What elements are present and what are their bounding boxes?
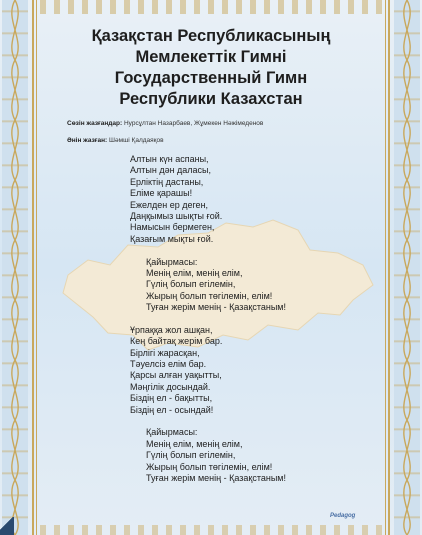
lyric-line: Жырың болып төгілемін, елім!: [146, 290, 273, 301]
chorus-1: [130, 257, 370, 314]
lyric-line: Туған жерім менің - Қазақстаным!: [146, 472, 286, 483]
left-gold-line: [32, 0, 34, 535]
lyric-line: Алтын дән даласы,: [130, 165, 212, 176]
right-gold-line: [388, 0, 390, 535]
music-credit-author: Шәмші Қалдаяқов: [109, 137, 164, 144]
lyric-line: Гүлің болып егілемін,: [146, 450, 236, 461]
lyric-line: Туған жерім менің - Қазақстаным!: [146, 302, 286, 313]
title-line-4: Республики Казахстан: [119, 90, 303, 108]
top-ornament-band: [40, 0, 382, 14]
music-credit-label: Әнін жазған:: [67, 137, 108, 144]
anthem-lyrics: [130, 154, 370, 484]
lyric-line: Ежелден ер деген,: [130, 199, 209, 210]
lyric-line: Ерліктің дастаны,: [130, 176, 204, 187]
words-credit-authors: Нурсұлтан Назарбаев, Жұмекен Нәжімеденов: [123, 120, 264, 127]
chorus-2: [130, 427, 370, 484]
lyric-line: Алтын күн аспаны,: [130, 154, 209, 164]
lyric-line: Намысын бермеген,: [130, 222, 215, 233]
left-gold-line-thin: [36, 0, 37, 535]
publisher-logo: Pedagog: [330, 513, 356, 519]
lyric-line: Менің елім, менің елім,: [146, 438, 243, 449]
left-ornament-border: [2, 0, 28, 535]
lyric-line: Біздің ел - осындай!: [130, 404, 214, 415]
bottom-ornament-band: [40, 525, 382, 535]
right-gold-line-thin: [385, 0, 386, 535]
stanza-gap: [130, 416, 370, 427]
corner-mark: [0, 517, 14, 535]
lyric-line: Менің елім, менің елім,: [146, 267, 243, 278]
title-line-2: Мемлекеттік Гимні: [135, 48, 287, 66]
right-ornament-border: [394, 0, 420, 535]
lyric-line: Даңқымыз шықты ғой.: [130, 210, 223, 221]
lyric-line: Гүлің болып егілемін,: [146, 279, 236, 290]
lyric-line: Ұрпаққа жол ашқан,: [130, 324, 213, 335]
verse-2: [130, 325, 370, 416]
page-title: [40, 26, 382, 110]
stanza-gap: [130, 245, 370, 256]
chorus-label: Қайырмасы:: [146, 256, 198, 267]
title-line-3: Государственный Гимн: [114, 69, 308, 87]
lyric-line: Біздің ел - бақытты,: [130, 393, 213, 404]
lyric-line: Мәңгілік досындай.: [130, 381, 211, 392]
lyric-line: Тәуелсіз елім бар.: [130, 359, 207, 370]
lyric-line: Бірлігі жарасқан,: [130, 347, 200, 358]
stanza-gap: [130, 313, 370, 324]
verse-1: [130, 154, 370, 245]
lyric-line: Қарсы алған уақытты,: [130, 370, 222, 381]
chorus-label: Қайырмасы:: [146, 427, 198, 438]
lyric-line: Кең байтақ жерім бар.: [130, 336, 223, 347]
words-credit: [67, 120, 263, 127]
lyric-line: Жырың болып төгілемін, елім!: [146, 461, 273, 472]
words-credit-label: Сөзін жазғандар:: [67, 120, 123, 127]
lyric-line: Еліме қарашы!: [130, 188, 193, 199]
title-line-1: Қазақстан Республикасының: [91, 27, 331, 45]
music-credit: [67, 137, 164, 144]
lyric-line: Қазағым мықты ғой.: [130, 233, 214, 244]
